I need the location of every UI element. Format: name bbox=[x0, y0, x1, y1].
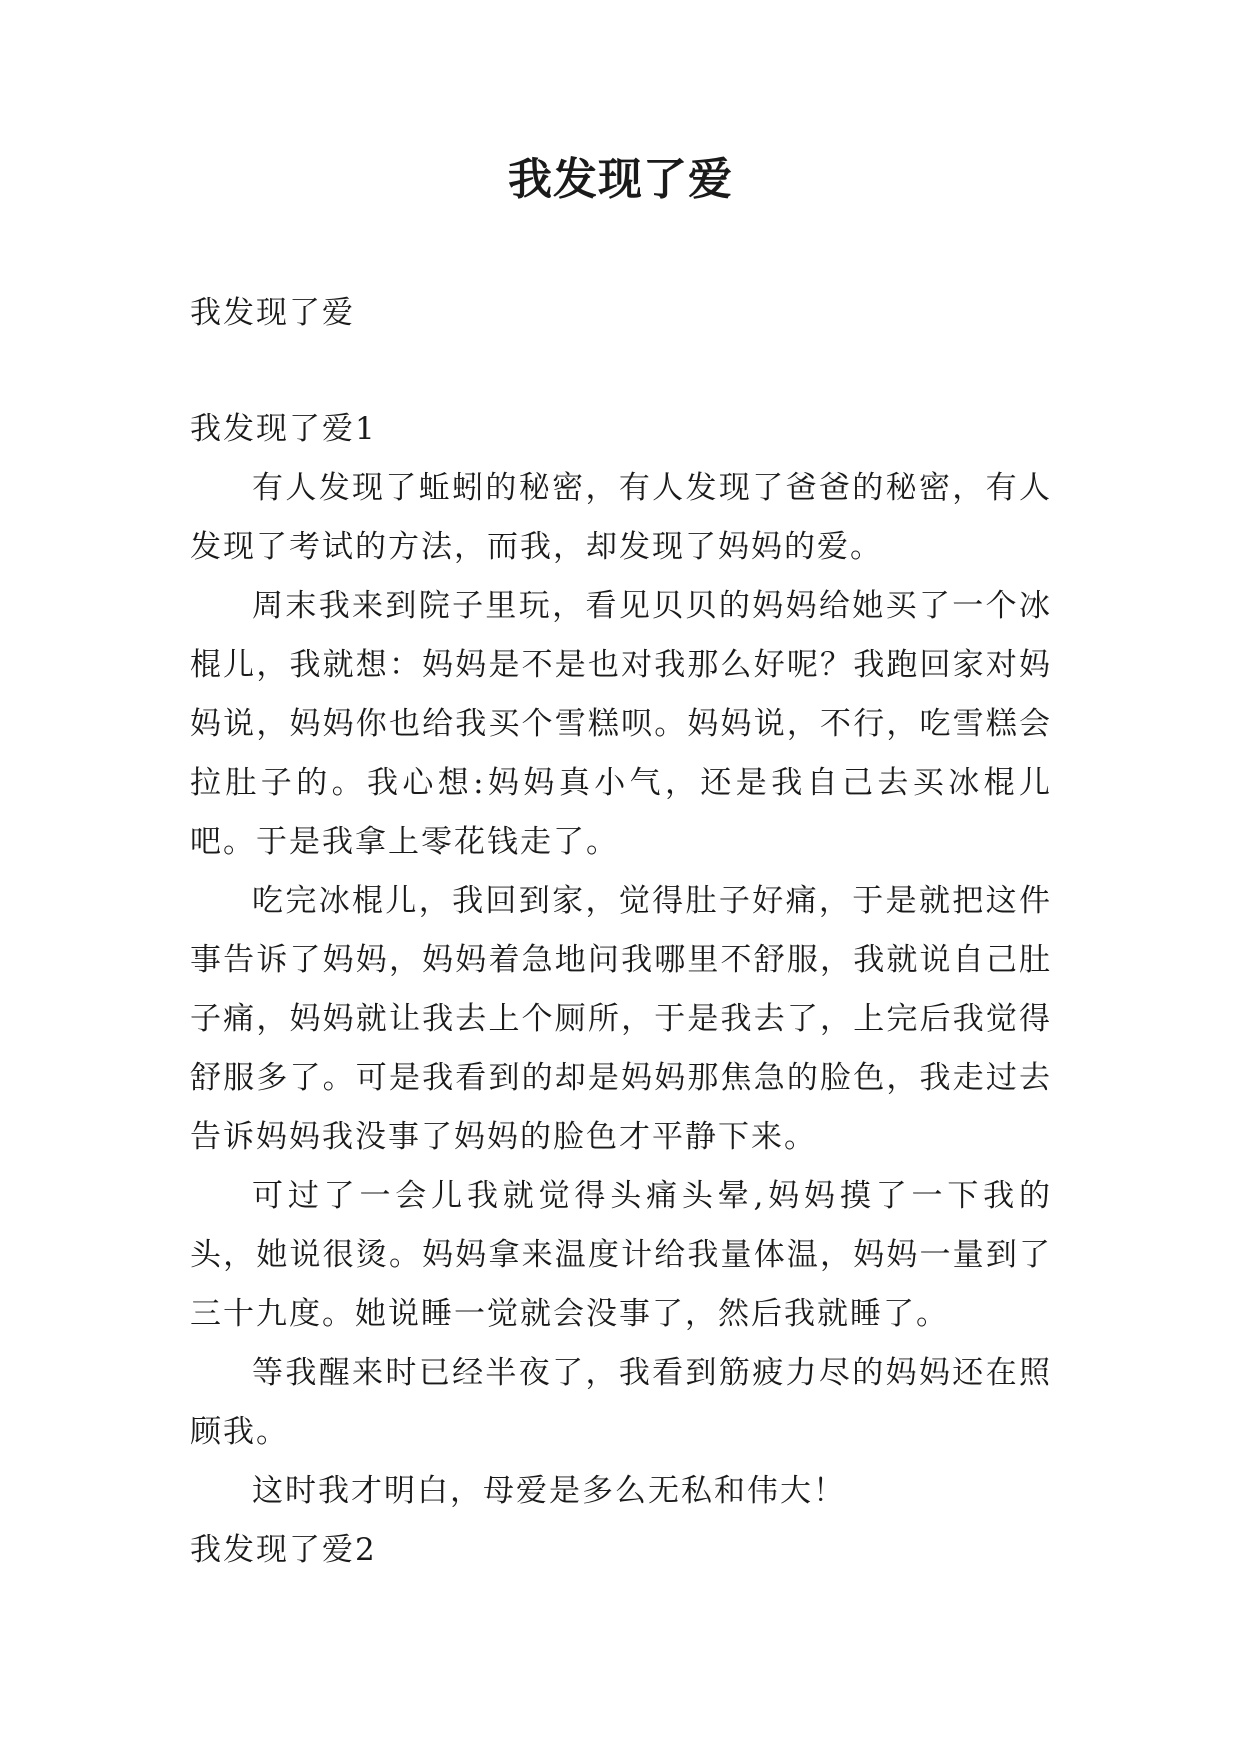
paragraph-4: 可过了一会儿我就觉得头痛头晕,妈妈摸了一下我的头，她说很烫。妈妈拿来温度计给我量体温，妈妈一量到了三十九度。她说睡一觉就会没事了，然后我就睡了。 bbox=[190, 1178, 1052, 1332]
paragraph-2: 周末我来到院子里玩，看见贝贝的妈妈给她买了一个冰棍儿，我就想：妈妈是不是也对我那么好呢？我跑回家对妈妈说，妈妈你也给我买个雪糕呗。妈妈说，不行，吃雪糕会拉肚子的。我心想:妈妈真小气，还是我自己去买冰棍儿吧。于是我拿上零花钱走了。 bbox=[190, 588, 1052, 860]
paragraph-6: 这时我才明白，母爱是多么无私和伟大！ bbox=[252, 1473, 846, 1509]
section-heading-2: 我发现了爱2 bbox=[190, 1532, 377, 1568]
section-heading-1: 我发现了爱1 bbox=[190, 411, 377, 447]
paragraph-5: 等我醒来时已经半夜了，我看到筋疲力尽的妈妈还在照顾我。 bbox=[190, 1355, 1052, 1450]
article-body bbox=[190, 400, 1052, 1580]
document-subtitle: 我发现了爱 bbox=[190, 295, 355, 331]
document-title: 我发现了爱 bbox=[508, 154, 733, 205]
paragraph-3: 吃完冰棍儿，我回到家，觉得肚子好痛，于是就把这件事告诉了妈妈，妈妈着急地问我哪里不舒服，我就说自己肚子痛，妈妈就让我去上个厕所，于是我去了，上完后我觉得舒服多了。可是我看到的却是妈妈那焦急的脸色，我走过去告诉妈妈我没事了妈妈的脸色才平静下来。 bbox=[190, 883, 1052, 1155]
paragraph-1: 有人发现了蚯蚓的秘密，有人发现了爸爸的秘密，有人发现了考试的方法，而我，却发现了妈妈的爱。 bbox=[190, 470, 1052, 565]
